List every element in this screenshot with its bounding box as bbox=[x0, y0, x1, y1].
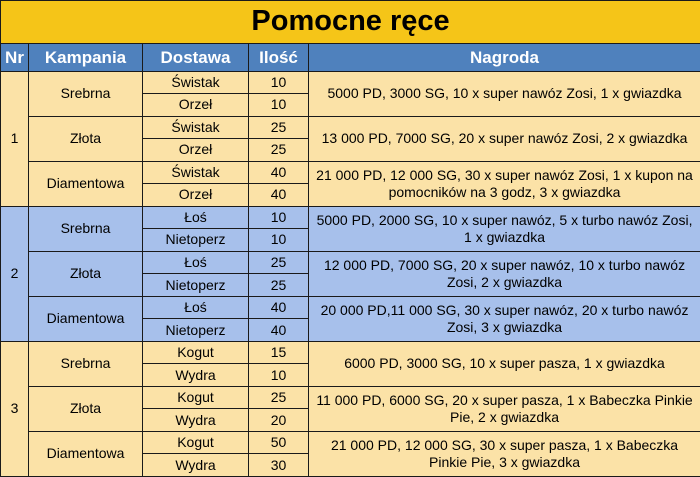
delivery-item: Orzeł bbox=[143, 139, 249, 162]
reward-cell: 12 000 PD, 7000 SG, 20 x super nawóz, 10 x turbo nawóz Zosi, 2 x gwiazdka bbox=[309, 251, 700, 296]
delivery-quantity: 40 bbox=[249, 161, 309, 184]
header-quantity: Ilość bbox=[249, 43, 309, 71]
delivery-quantity: 25 bbox=[249, 116, 309, 139]
table-row bbox=[1, 341, 700, 364]
delivery-quantity: 50 bbox=[249, 431, 309, 454]
reward-cell: 21 000 PD, 12 000 SG, 30 x super nawóz Zosi, 1 x kupon na pomocników na 3 godz, 3 x gwiazdka bbox=[309, 161, 700, 206]
table-row bbox=[1, 296, 700, 319]
page-title: Pomocne ręce bbox=[1, 1, 700, 44]
table-row bbox=[1, 431, 700, 454]
delivery-quantity: 40 bbox=[249, 319, 309, 342]
delivery-quantity: 10 bbox=[249, 206, 309, 229]
reward-cell: 5000 PD, 2000 SG, 10 x super nawóz, 5 x turbo nawóz Zosi, 1 x gwiazdka bbox=[309, 206, 700, 251]
delivery-quantity: 30 bbox=[249, 454, 309, 477]
delivery-item: Łoś bbox=[143, 251, 249, 274]
table-row bbox=[1, 386, 700, 409]
campaign-name: Diamentowa bbox=[29, 296, 143, 341]
campaign-name: Diamentowa bbox=[29, 431, 143, 476]
delivery-item: Łoś bbox=[143, 206, 249, 229]
table-row bbox=[1, 251, 700, 274]
delivery-quantity: 10 bbox=[249, 229, 309, 252]
campaign-name: Diamentowa bbox=[29, 161, 143, 206]
delivery-item: Orzeł bbox=[143, 184, 249, 207]
campaign-name: Złota bbox=[29, 116, 143, 161]
group-number: 1 bbox=[1, 71, 29, 206]
delivery-quantity: 40 bbox=[249, 184, 309, 207]
reward-cell: 20 000 PD,11 000 SG, 30 x super nawóz, 20 x turbo nawóz Zosi, 3 x gwiazdka bbox=[309, 296, 700, 341]
delivery-item: Nietoperz bbox=[143, 274, 249, 297]
delivery-item: Łoś bbox=[143, 296, 249, 319]
campaign-name: Srebrna bbox=[29, 71, 143, 116]
delivery-item: Orzeł bbox=[143, 94, 249, 117]
delivery-item: Nietoperz bbox=[143, 319, 249, 342]
reward-cell: 21 000 PD, 12 000 SG, 30 x super pasza, 1 x Babeczka Pinkie Pie, 3 x gwiazdka bbox=[309, 431, 700, 476]
delivery-item: Świstak bbox=[143, 116, 249, 139]
header-delivery: Dostawa bbox=[143, 43, 249, 71]
delivery-item: Kogut bbox=[143, 431, 249, 454]
table-row bbox=[1, 116, 700, 139]
delivery-item: Kogut bbox=[143, 341, 249, 364]
header-reward: Nagroda bbox=[309, 43, 700, 71]
delivery-quantity: 25 bbox=[249, 386, 309, 409]
header-campaign: Kampania bbox=[29, 43, 143, 71]
campaign-name: Srebrna bbox=[29, 341, 143, 386]
reward-cell: 5000 PD, 3000 SG, 10 x super nawóz Zosi, 1 x gwiazdka bbox=[309, 71, 700, 116]
campaign-name: Złota bbox=[29, 251, 143, 296]
reward-cell: 11 000 PD, 6000 SG, 20 x super pasza, 1 x Babeczka Pinkie Pie, 2 x gwiazdka bbox=[309, 386, 700, 431]
delivery-quantity: 10 bbox=[249, 71, 309, 94]
delivery-item: Wydra bbox=[143, 364, 249, 387]
header-nr: Nr bbox=[1, 43, 29, 71]
delivery-item: Świstak bbox=[143, 71, 249, 94]
delivery-item: Kogut bbox=[143, 386, 249, 409]
delivery-quantity: 25 bbox=[249, 274, 309, 297]
delivery-item: Wydra bbox=[143, 409, 249, 432]
table-row bbox=[1, 161, 700, 184]
delivery-quantity: 15 bbox=[249, 341, 309, 364]
delivery-item: Świstak bbox=[143, 161, 249, 184]
table-row bbox=[1, 71, 700, 94]
delivery-quantity: 20 bbox=[249, 409, 309, 432]
delivery-item: Wydra bbox=[143, 454, 249, 477]
table-row bbox=[1, 206, 700, 229]
reward-cell: 13 000 PD, 7000 SG, 20 x super nawóz Zosi, 2 x gwiazdka bbox=[309, 116, 700, 161]
delivery-quantity: 40 bbox=[249, 296, 309, 319]
campaign-name: Srebrna bbox=[29, 206, 143, 251]
delivery-quantity: 25 bbox=[249, 251, 309, 274]
delivery-quantity: 10 bbox=[249, 364, 309, 387]
delivery-quantity: 10 bbox=[249, 94, 309, 117]
group-number: 3 bbox=[1, 341, 29, 476]
header-row bbox=[1, 43, 700, 71]
campaign-name: Złota bbox=[29, 386, 143, 431]
reward-cell: 6000 PD, 3000 SG, 10 x super pasza, 1 x gwiazdka bbox=[309, 341, 700, 386]
delivery-quantity: 25 bbox=[249, 139, 309, 162]
delivery-item: Nietoperz bbox=[143, 229, 249, 252]
group-number: 2 bbox=[1, 206, 29, 341]
